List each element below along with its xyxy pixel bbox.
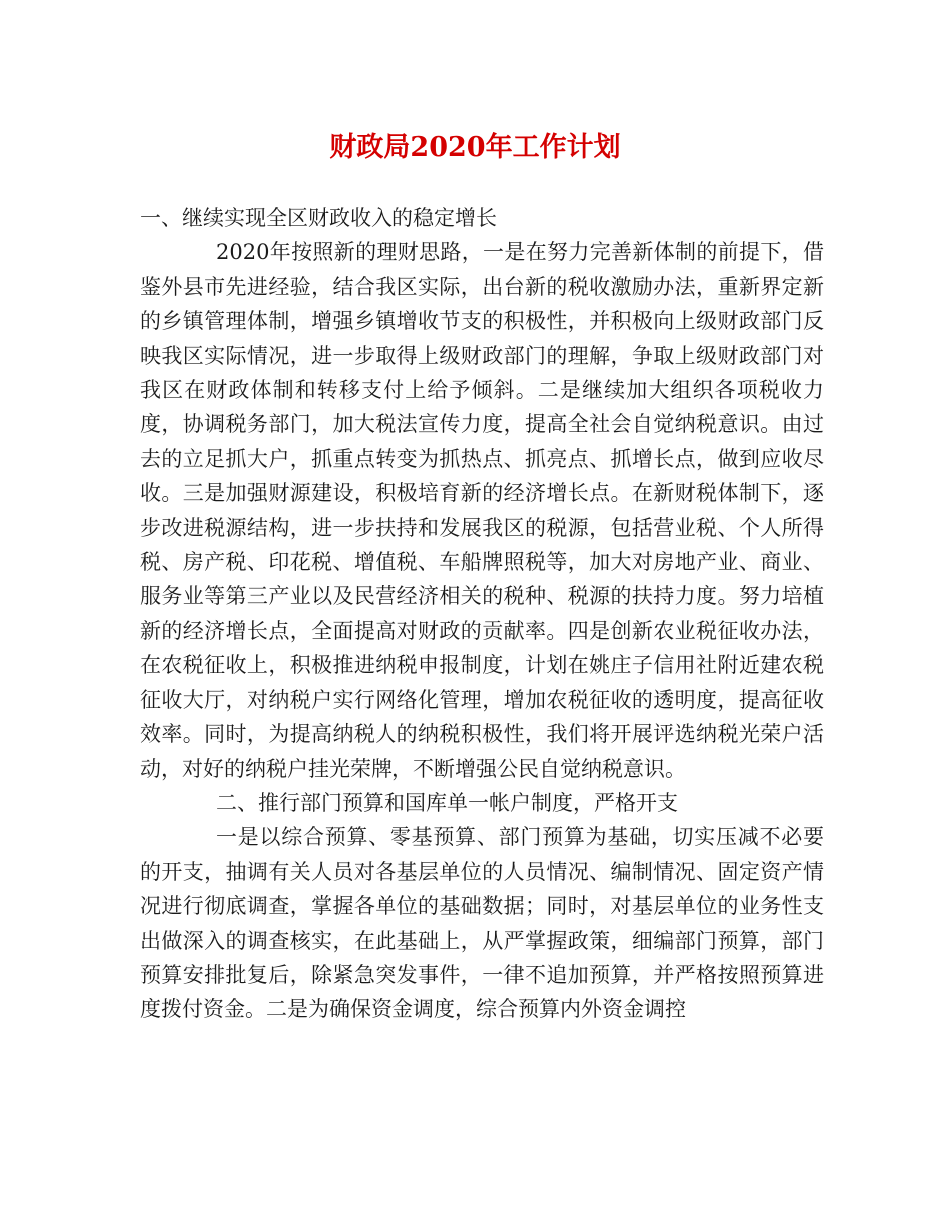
section-heading-1: 一、继续实现全区财政收入的稳定增长 <box>140 206 497 230</box>
section-paragraph-2: 一是以综合预算、零基预算、部门预算为基础，切实压减不必要的开支，抽调有关人员对各基层单位的人员情况、编制情况、固定资产情况进行彻底调查，掌握各单位的基础数据；同时，对基层单位的业务性支出做深入的调查核实，在此基础上，从严掌握政策，细编部门预算，部门预算安排批复后，除紧急突发事件，一律不追加预算，并严格按照预算进度拨付资金。二是为确保资金调度，综合预算内外资金调控 <box>140 825 824 1022</box>
section-heading-2: 二、推行部门预算和国库单一帐户制度，严格开支 <box>216 790 678 815</box>
document-title: 财政局2020年工作计划 <box>329 132 621 163</box>
section-paragraph-1: 2020年按照新的理财思路，一是在努力完善新体制的前提下，借鉴外县市先进经验，结合我区实际，出台新的税收激励办法，重新界定新的乡镇管理体制，增强乡镇增收节支的积极性，并积极向上级财政部门反映我区实际情况，进一步取得上级财政部门的理解，争取上级财政部门对我区在财政体制和转移支付上给予倾斜。二是继续加大组织各项税收力度，协调税务部门，加大税法宣传力度，提高全社会自觉纳税意识。由过去的立足抓大户，抓重点转变为抓热点、抓亮点、抓增长点，做到应收尽收。三是加强财源建设，积极培育新的经济增长点。在新财税体制下，逐步改进税源结构，进一步扶持和发展我区的税源，包括营业税、个人所得税、房产税、印花税、增值税、车船牌照税等，加大对房地产业、商业、服务业等第三产业以及民营经济相关的税种、税源的扶持力度。努力培植新的经济增长点，全面提高对财政的贡献率。四是创新农业税征收办法，在农税征收上，积极推进纳税申报制度，计划在姚庄子信用社附近建农税征收大厅，对纳税户实行网络化管理，增加农税征收的透明度，提高征收效率。同时，为提高纳税人的纳税积极性，我们将开展评选纳税光荣户活动，对好的纳税户挂光荣牌，不断增强公民自觉纳税意识。 <box>140 240 824 781</box>
document-body <box>140 201 824 1027</box>
